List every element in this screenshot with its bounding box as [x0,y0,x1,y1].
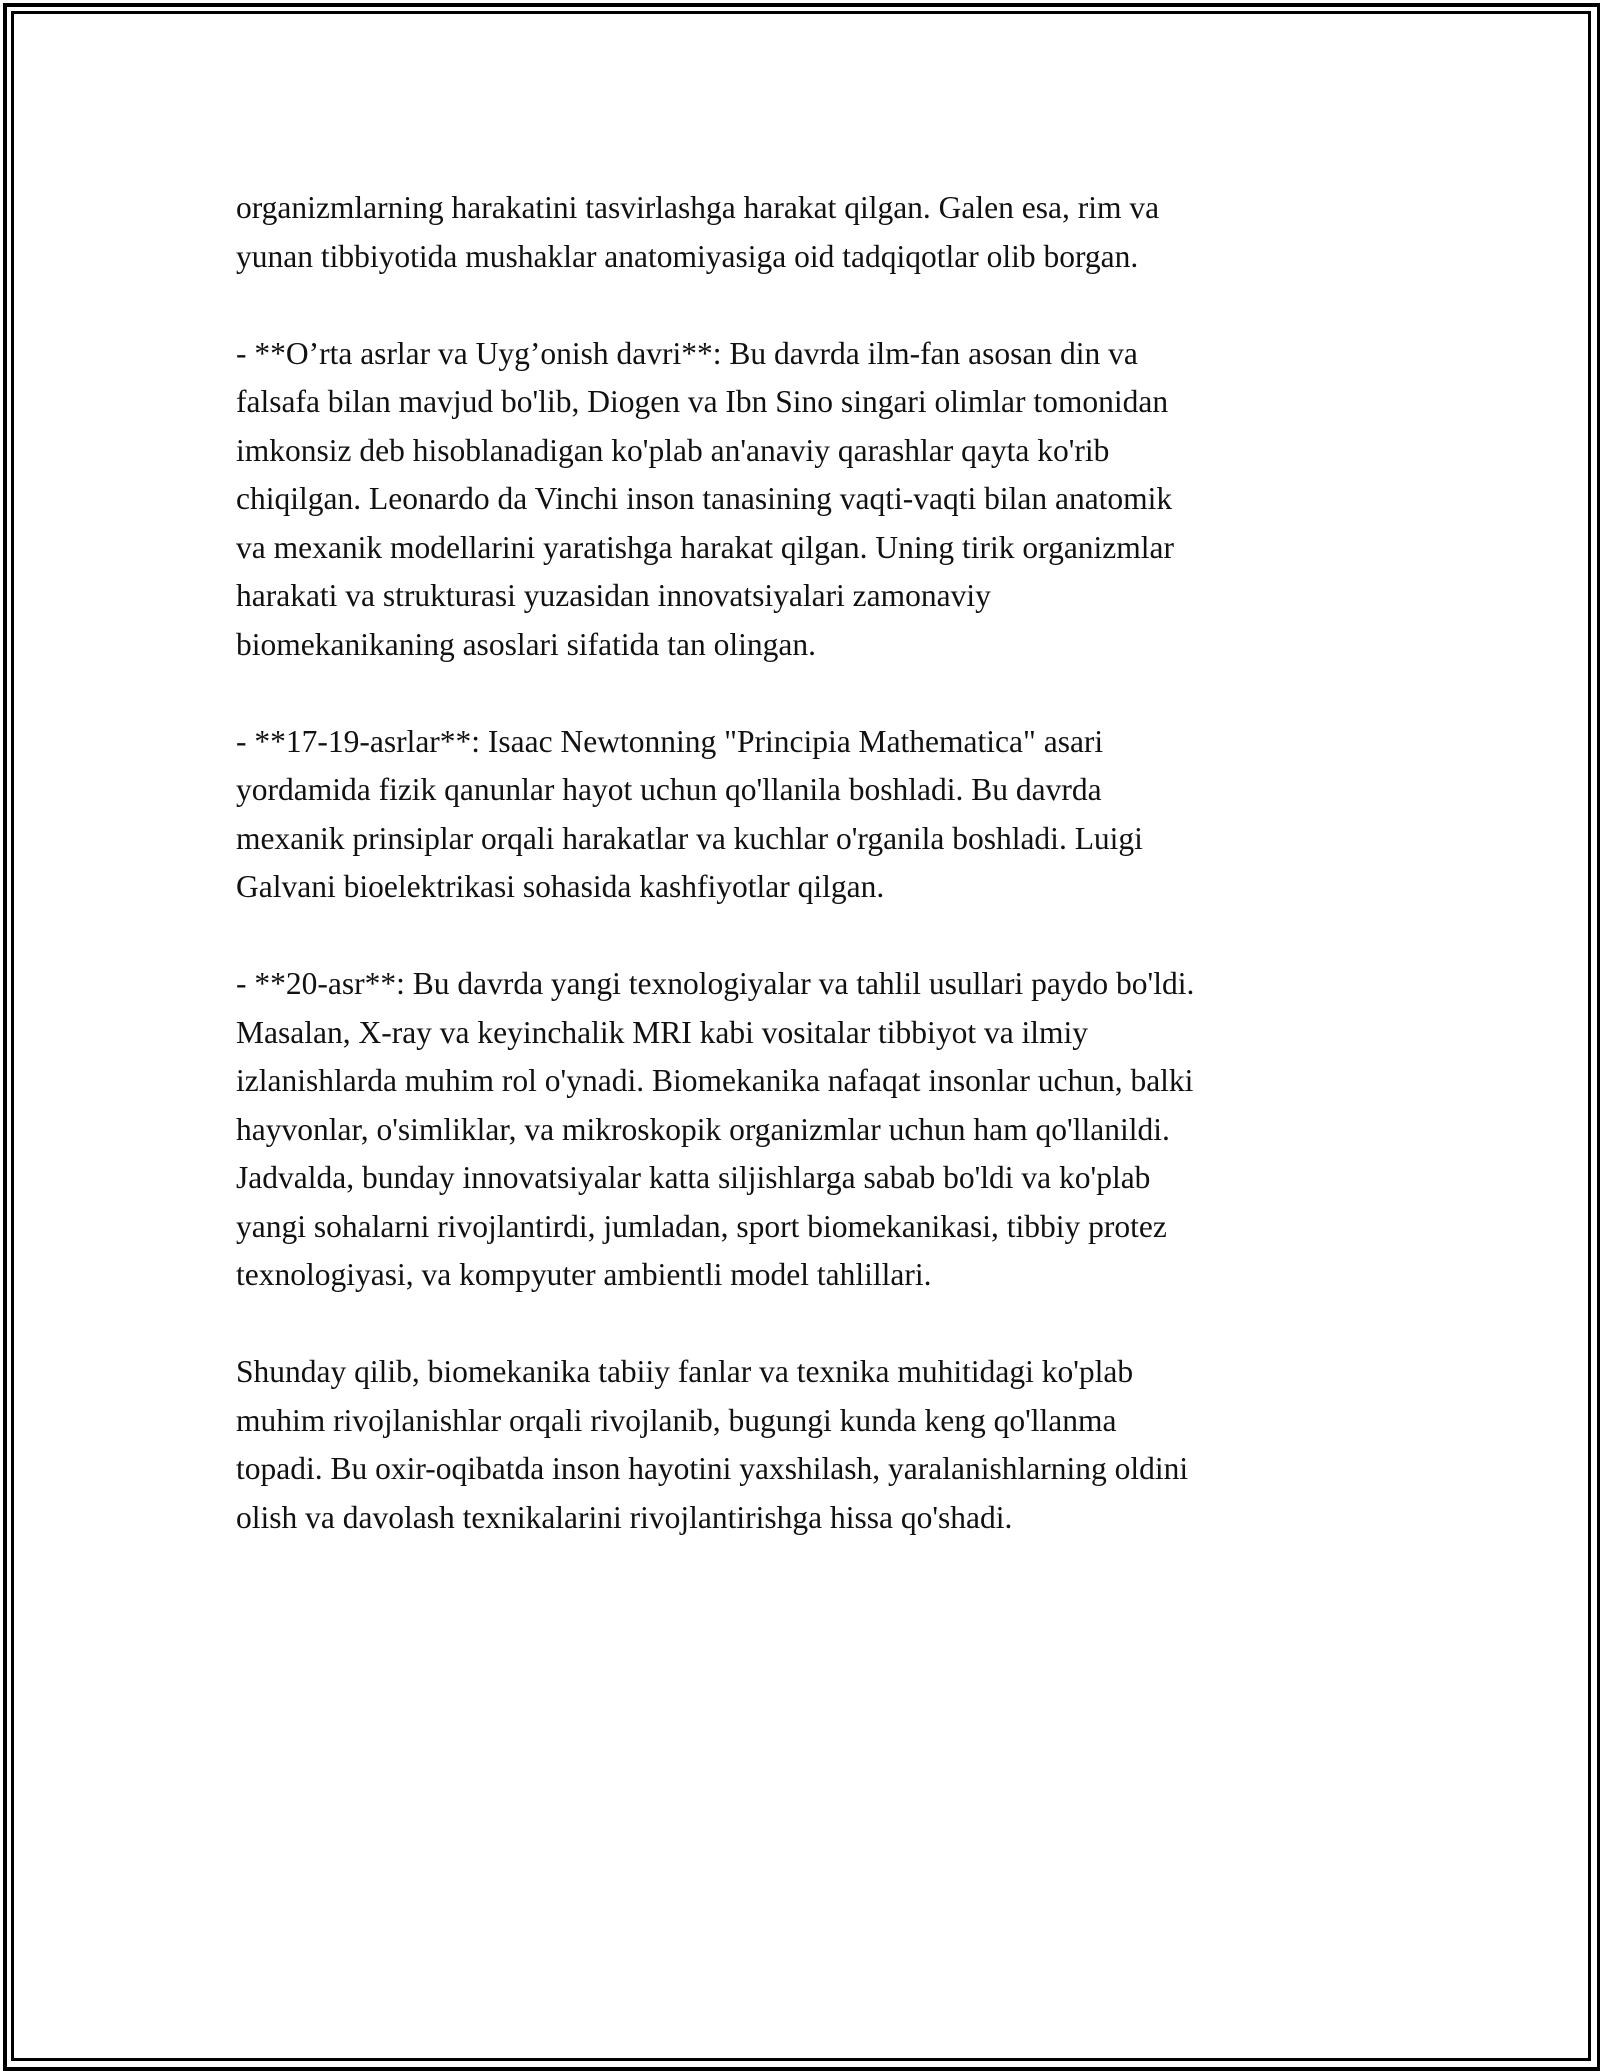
text-line: texnologiyasi, va kompyuter ambientli model tahlillari. [236,1257,932,1292]
text-line: Masalan, X-ray va keyinchalik MRI kabi vositalar tibbiyot va ilmiy [236,1014,1089,1050]
text-line: mexanik prinsiplar orqali harakatlar va kuchlar o'rganila boshladi. Luigi [236,820,1143,856]
document-body [236,184,1366,1591]
text-line: organizmlarning harakatini tasvirlashga harakat qilgan. Galen esa, rim va [236,190,1160,225]
text-line: biomekanikaning asoslari sifatida tan olingan. [236,626,816,662]
text-line: izlanishlarda muhim rol o'ynadi. Biomekanika nafaqat insonlar uchun, balki [236,1063,1194,1098]
text-line: harakati va strukturasi yuzasidan innovatsiyalari zamonaviy [236,578,991,613]
text-line: va mexanik modellarini yaratishga harakat qilgan. Uning tirik organizmlar [236,529,1175,565]
text-line: topadi. Bu oxir-oqibatda inson hayotini yaxshilash, yaralanishlarning oldini [236,1451,1189,1486]
text-line: Galvani bioelektrikasi sohasida kashfiyotlar qilgan. [236,869,885,904]
text-line: - **17-19-asrlar**: Isaac Newtonning "Principia Mathematica" asari [236,723,1104,759]
text-line: imkonsiz deb hisoblanadigan ko'plab an'anaviy qarashlar qayta ko'rib [236,432,1110,468]
text-line: olish va davolash texnikalarini rivojlantirishga hissa qo'shadi. [236,1499,1013,1535]
text-line: Shunday qilib, biomekanika tabiiy fanlar va texnika muhitidagi ko'plab [236,1354,1134,1389]
paragraph-intro-continuation [236,184,1366,281]
text-line: yangi sohalarni rivojlantirdi, jumladan, sport biomekanikasi, tibbiy protez [236,1208,1167,1244]
text-line: Jadvalda, bunday innovatsiyalar katta siljishlarga sabab bo'ldi va ko'plab [236,1160,1151,1195]
paragraph-20th-century [236,960,1366,1300]
text-line: yunan tibbiyotida mushaklar anatomiyasiga oid tadqiqotlar olib borgan. [236,238,1139,274]
text-line: falsafa bilan mavjud bo'lib, Diogen va Ibn Sino singari olimlar tomonidan [236,384,1169,419]
text-line: hayvonlar, o'simliklar, va mikroskopik organizmlar uchun ham qo'llanildi. [236,1111,1170,1147]
text-line: chiqilgan. Leonardo da Vinchi inson tanasining vaqti-vaqti bilan anatomik [236,481,1173,516]
paragraph-17-19-centuries [236,718,1366,912]
paragraph-conclusion [236,1348,1366,1542]
text-line: - **O’rta asrlar va Uyg’onish davri**: Bu davrda ilm-fan asosan din va [236,335,1138,371]
text-line: muhim rivojlanishlar orqali rivojlanib, bugungi kunda keng qo'llanma [236,1402,1117,1438]
text-line: - **20-asr**: Bu davrda yangi texnologiyalar va tahlil usullari paydo bo'ldi. [236,966,1195,1001]
paragraph-middle-ages [236,330,1366,670]
text-line: yordamida fizik qanunlar hayot uchun qo'llanila boshladi. Bu davrda [236,772,1102,807]
